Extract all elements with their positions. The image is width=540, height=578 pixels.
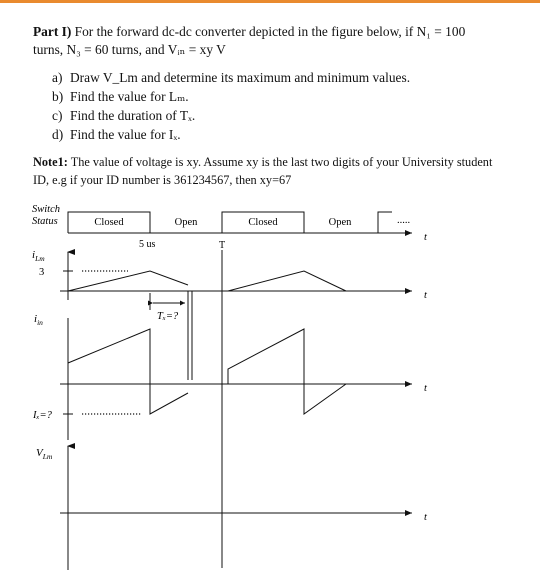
iin-label-sub: in	[37, 318, 43, 327]
question-c-text: Find the duration of Tₓ.	[70, 108, 196, 123]
iin-t-label: t	[424, 383, 427, 394]
question-b-letter: b)	[52, 89, 64, 104]
switch-label-1: Switch	[32, 204, 60, 215]
ilm-label-sub: Lm	[35, 254, 45, 263]
problem-intro-line2: turns, N₃ = 60 turns, and Vᵢₙ = xy V	[33, 42, 226, 57]
vlm-label	[36, 447, 53, 461]
iin-label-main: i	[34, 313, 38, 325]
switch-t-label: t	[424, 232, 427, 243]
question-a-letter: a)	[52, 70, 63, 85]
part-label: Part I)	[33, 24, 72, 39]
segment-open-2: Open	[328, 217, 352, 228]
note-line2: ID, e.g if your ID number is 361234567, then xy=67	[33, 173, 292, 187]
ilm-waveform-1	[68, 271, 188, 291]
ilm-peak-value: 3	[39, 267, 45, 278]
iin-waveform-2	[228, 329, 346, 414]
ix-label: Iₓ=?	[33, 410, 52, 421]
switch-label-2: Status	[32, 216, 58, 227]
segment-open-1: Open	[174, 217, 198, 228]
iin-waveform-1	[68, 329, 188, 414]
note-text-1: The value of voltage is xy. Assume xy is the last two digits of your University student	[70, 155, 493, 169]
vlm-t-label: t	[424, 512, 427, 523]
question-a-text: Draw V_Lm and determine its maximum and minimum values.	[70, 70, 411, 85]
question-d-text: Find the value for Iₓ.	[70, 127, 181, 142]
ilm-label	[32, 249, 45, 263]
time-T-label: T	[218, 240, 226, 251]
iin-label	[34, 313, 43, 327]
question-c-letter: c)	[52, 108, 63, 123]
segment-closed-1: Closed	[94, 217, 124, 228]
question-b-text: Find the value for Lₘ.	[70, 89, 189, 104]
note-label: Note1:	[33, 155, 68, 169]
vlm-label-main: V	[36, 447, 43, 459]
segment-closed-2: Closed	[248, 217, 278, 228]
ilm-waveform-2	[228, 271, 346, 291]
vlm-label-sub: Lm	[42, 452, 53, 461]
time-5us-label: 5 us	[139, 239, 156, 250]
question-d-letter: d)	[52, 127, 64, 142]
ilm-t-label: t	[424, 290, 427, 301]
tx-label: Tₓ=?	[157, 311, 179, 322]
intro-text-1: For the forward dc-dc converter depicted in the figure below, if N₁ = 100	[74, 24, 466, 39]
switch-ellipsis: .....	[397, 215, 411, 226]
ilm-label-main: i	[32, 249, 36, 261]
